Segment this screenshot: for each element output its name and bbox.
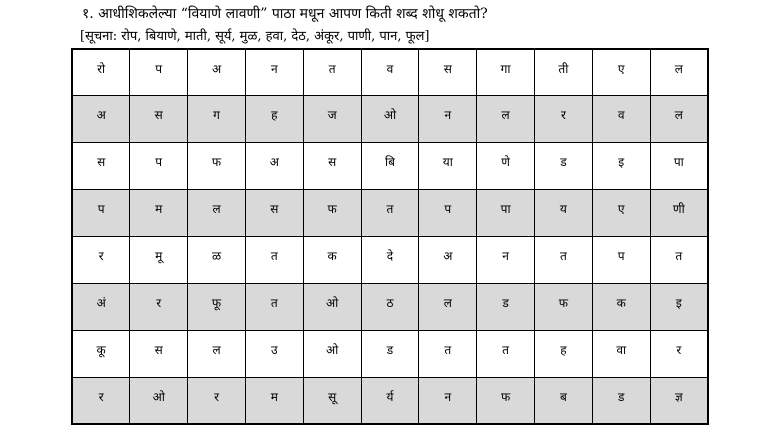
grid-cell: र [188, 377, 246, 424]
grid-cell: ल [188, 330, 246, 377]
grid-cell: पा [477, 190, 535, 237]
grid-cell: त [303, 49, 361, 96]
grid-row [72, 96, 708, 143]
grid-row [72, 49, 708, 96]
grid-cell: ल [419, 283, 477, 330]
grid-cell: न [419, 377, 477, 424]
grid-cell: त [477, 330, 535, 377]
grid-cell: गा [477, 49, 535, 96]
grid-cell: म [245, 377, 303, 424]
grid-cell: र [72, 377, 130, 424]
grid-cell: सू [303, 377, 361, 424]
grid-cell: पा [650, 143, 708, 190]
grid-cell: त [650, 237, 708, 284]
grid-cell: ड [592, 377, 650, 424]
question-line [82, 4, 488, 23]
grid-cell: त [245, 237, 303, 284]
grid-cell: ह [535, 330, 593, 377]
grid-cell: या [419, 143, 477, 190]
grid-row [72, 283, 708, 330]
grid-cell: त [245, 283, 303, 330]
grid-cell: ड [535, 143, 593, 190]
grid-cell: प [130, 49, 188, 96]
grid-cell: फ [535, 283, 593, 330]
grid-cell: इ [592, 143, 650, 190]
word-search-grid [71, 48, 709, 425]
grid-cell: ल [650, 49, 708, 96]
grid-cell: व [361, 49, 419, 96]
grid-cell: ए [592, 49, 650, 96]
grid-cell: ठ [361, 283, 419, 330]
grid-cell: प [72, 190, 130, 237]
grid-cell: स [130, 330, 188, 377]
grid-cell: त [419, 330, 477, 377]
grid-cell: उ [245, 330, 303, 377]
grid-cell: न [245, 49, 303, 96]
grid-cell: णी [650, 190, 708, 237]
grid-cell: ल [650, 96, 708, 143]
grid-cell: र [72, 237, 130, 284]
grid-cell: ओ [303, 330, 361, 377]
grid-cell: अ [72, 96, 130, 143]
grid-row [72, 330, 708, 377]
question-number: १. [82, 6, 94, 22]
grid-cell: स [72, 143, 130, 190]
grid-cell: ह [245, 96, 303, 143]
grid-cell: ओ [361, 96, 419, 143]
grid-cell: र [535, 96, 593, 143]
grid-cell: वा [592, 330, 650, 377]
grid-cell: ग [188, 96, 246, 143]
grid-cell: य [535, 190, 593, 237]
grid-cell: अ [245, 143, 303, 190]
grid-cell: ल [188, 190, 246, 237]
grid-cell: व [592, 96, 650, 143]
grid-cell: स [303, 143, 361, 190]
grid-row [72, 377, 708, 424]
grid-cell: ओ [130, 377, 188, 424]
grid-row [72, 190, 708, 237]
grid-cell: त [361, 190, 419, 237]
grid-cell: ज्ञ [650, 377, 708, 424]
hint-line: [सूचना: रोप, बियाणे, माती, सूर्य, मुळ, हवा, देठ, अंकूर, पाणी, पान, फूल] [80, 29, 430, 44]
grid-row [72, 237, 708, 284]
grid-cell: फ [477, 377, 535, 424]
question-text: आधीशिकलेल्या “वियाणे लावणी” पाठा मधून आपण किती शब्द शोधू शकतो? [98, 6, 488, 22]
grid-cell: दे [361, 237, 419, 284]
grid-cell: क [303, 237, 361, 284]
grid-cell: अ [419, 237, 477, 284]
grid-cell: ड [361, 330, 419, 377]
grid-cell: कू [72, 330, 130, 377]
grid-cell: र्य [361, 377, 419, 424]
grid-cell: णे [477, 143, 535, 190]
grid-cell: इ [650, 283, 708, 330]
grid-cell: प [419, 190, 477, 237]
grid-cell: ब [535, 377, 593, 424]
grid-cell: ज [303, 96, 361, 143]
grid-cell: ओ [303, 283, 361, 330]
grid-cell: रो [72, 49, 130, 96]
grid-cell: क [592, 283, 650, 330]
grid-row [72, 143, 708, 190]
grid-cell: स [130, 96, 188, 143]
grid-cell: फू [188, 283, 246, 330]
grid-cell: र [130, 283, 188, 330]
grid-cell: प [592, 237, 650, 284]
grid-cell: स [419, 49, 477, 96]
grid-cell: न [419, 96, 477, 143]
grid-cell: ल [477, 96, 535, 143]
grid-cell: प [130, 143, 188, 190]
grid-cell: ळ [188, 237, 246, 284]
grid-cell: अं [72, 283, 130, 330]
grid-cell: ड [477, 283, 535, 330]
grid-cell: बि [361, 143, 419, 190]
word-search-grid-body [72, 49, 708, 424]
grid-cell: त [535, 237, 593, 284]
grid-cell: फ [303, 190, 361, 237]
grid-cell: ती [535, 49, 593, 96]
grid-cell: अ [188, 49, 246, 96]
grid-cell: स [245, 190, 303, 237]
grid-cell: फ [188, 143, 246, 190]
grid-cell: मू [130, 237, 188, 284]
grid-cell: म [130, 190, 188, 237]
grid-cell: र [650, 330, 708, 377]
grid-cell: न [477, 237, 535, 284]
grid-cell: ए [592, 190, 650, 237]
